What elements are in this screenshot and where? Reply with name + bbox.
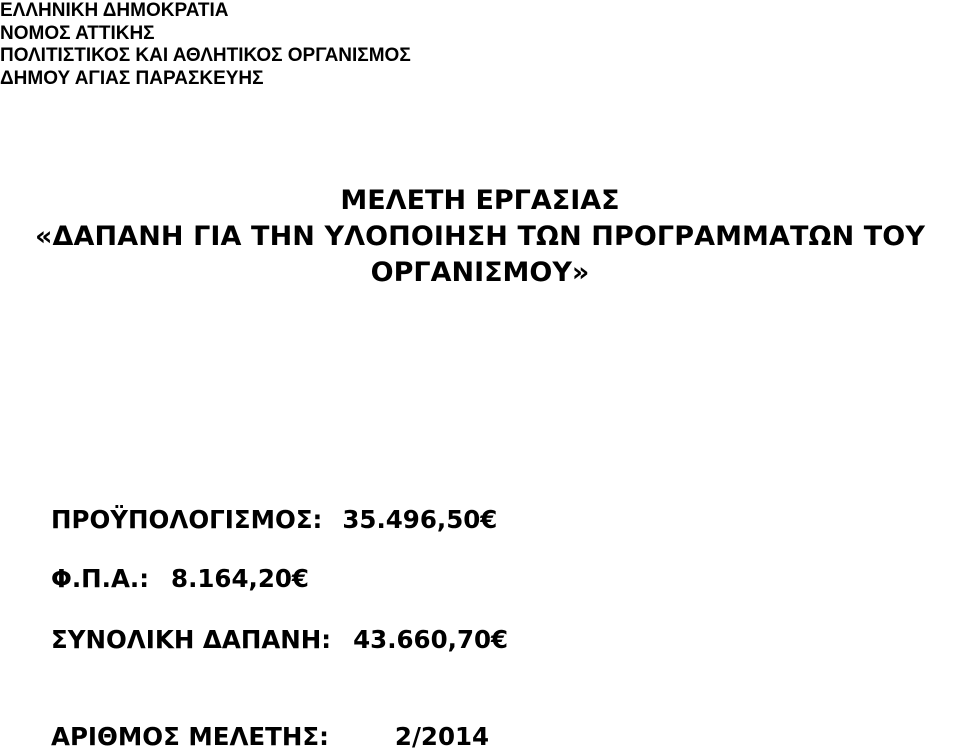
study-title: ΜΕΛΕΤΗ ΕΡΓΑΣΙΑΣ (340, 185, 620, 216)
budget-value: 35.496,50€ (342, 505, 498, 534)
budget-row (51, 505, 497, 535)
vat-row (51, 564, 309, 594)
budget-label: ΠΡΟΫΠΟΛΟΓΙΣΜΟΣ: (51, 505, 323, 534)
study-title-block (0, 183, 960, 291)
study-subject-line-2: ΟΡΓΑΝΙΣΜΟΥ» (370, 257, 590, 288)
header-prefecture: ΝΟΜΟΣ ΑΤΤΙΚΗΣ (0, 22, 155, 44)
study-number-value: 2/2014 (394, 722, 490, 751)
issuing-authority-header (0, 0, 411, 90)
study-number-row (51, 722, 489, 752)
total-cost-row (51, 625, 508, 655)
total-cost-label: ΣΥΝΟΛΙΚΗ ΔΑΠΑΝΗ: (51, 625, 332, 654)
study-subject-line-1: «ΔΑΠΑΝΗ ΓΙΑ ΤΗΝ ΥΛΟΠΟΙΗΣΗ ΤΩΝ ΠΡΟΓΡΑΜΜΑΤΩΝ ΤΟΥ (34, 221, 926, 252)
total-cost-value: 43.660,70€ (353, 625, 509, 654)
header-municipality: ΔΗΜΟΥ ΑΓΙΑΣ ΠΑΡΑΣΚΕΥΗΣ (0, 67, 264, 89)
vat-value: 8.164,20€ (171, 564, 309, 593)
header-country: ΕΛΛΗΝΙΚΗ ΔΗΜΟΚΡΑΤΙΑ (0, 0, 229, 21)
vat-label: Φ.Π.Α.: (51, 564, 150, 593)
header-organization: ΠΟΛΙΤΙΣΤΙΚΟΣ ΚΑΙ ΑΘΛΗΤΙΚΟΣ ΟΡΓΑΝΙΣΜΟΣ (0, 45, 411, 66)
study-number-label: ΑΡΙΘΜΟΣ ΜΕΛΕΤΗΣ: (51, 722, 329, 751)
